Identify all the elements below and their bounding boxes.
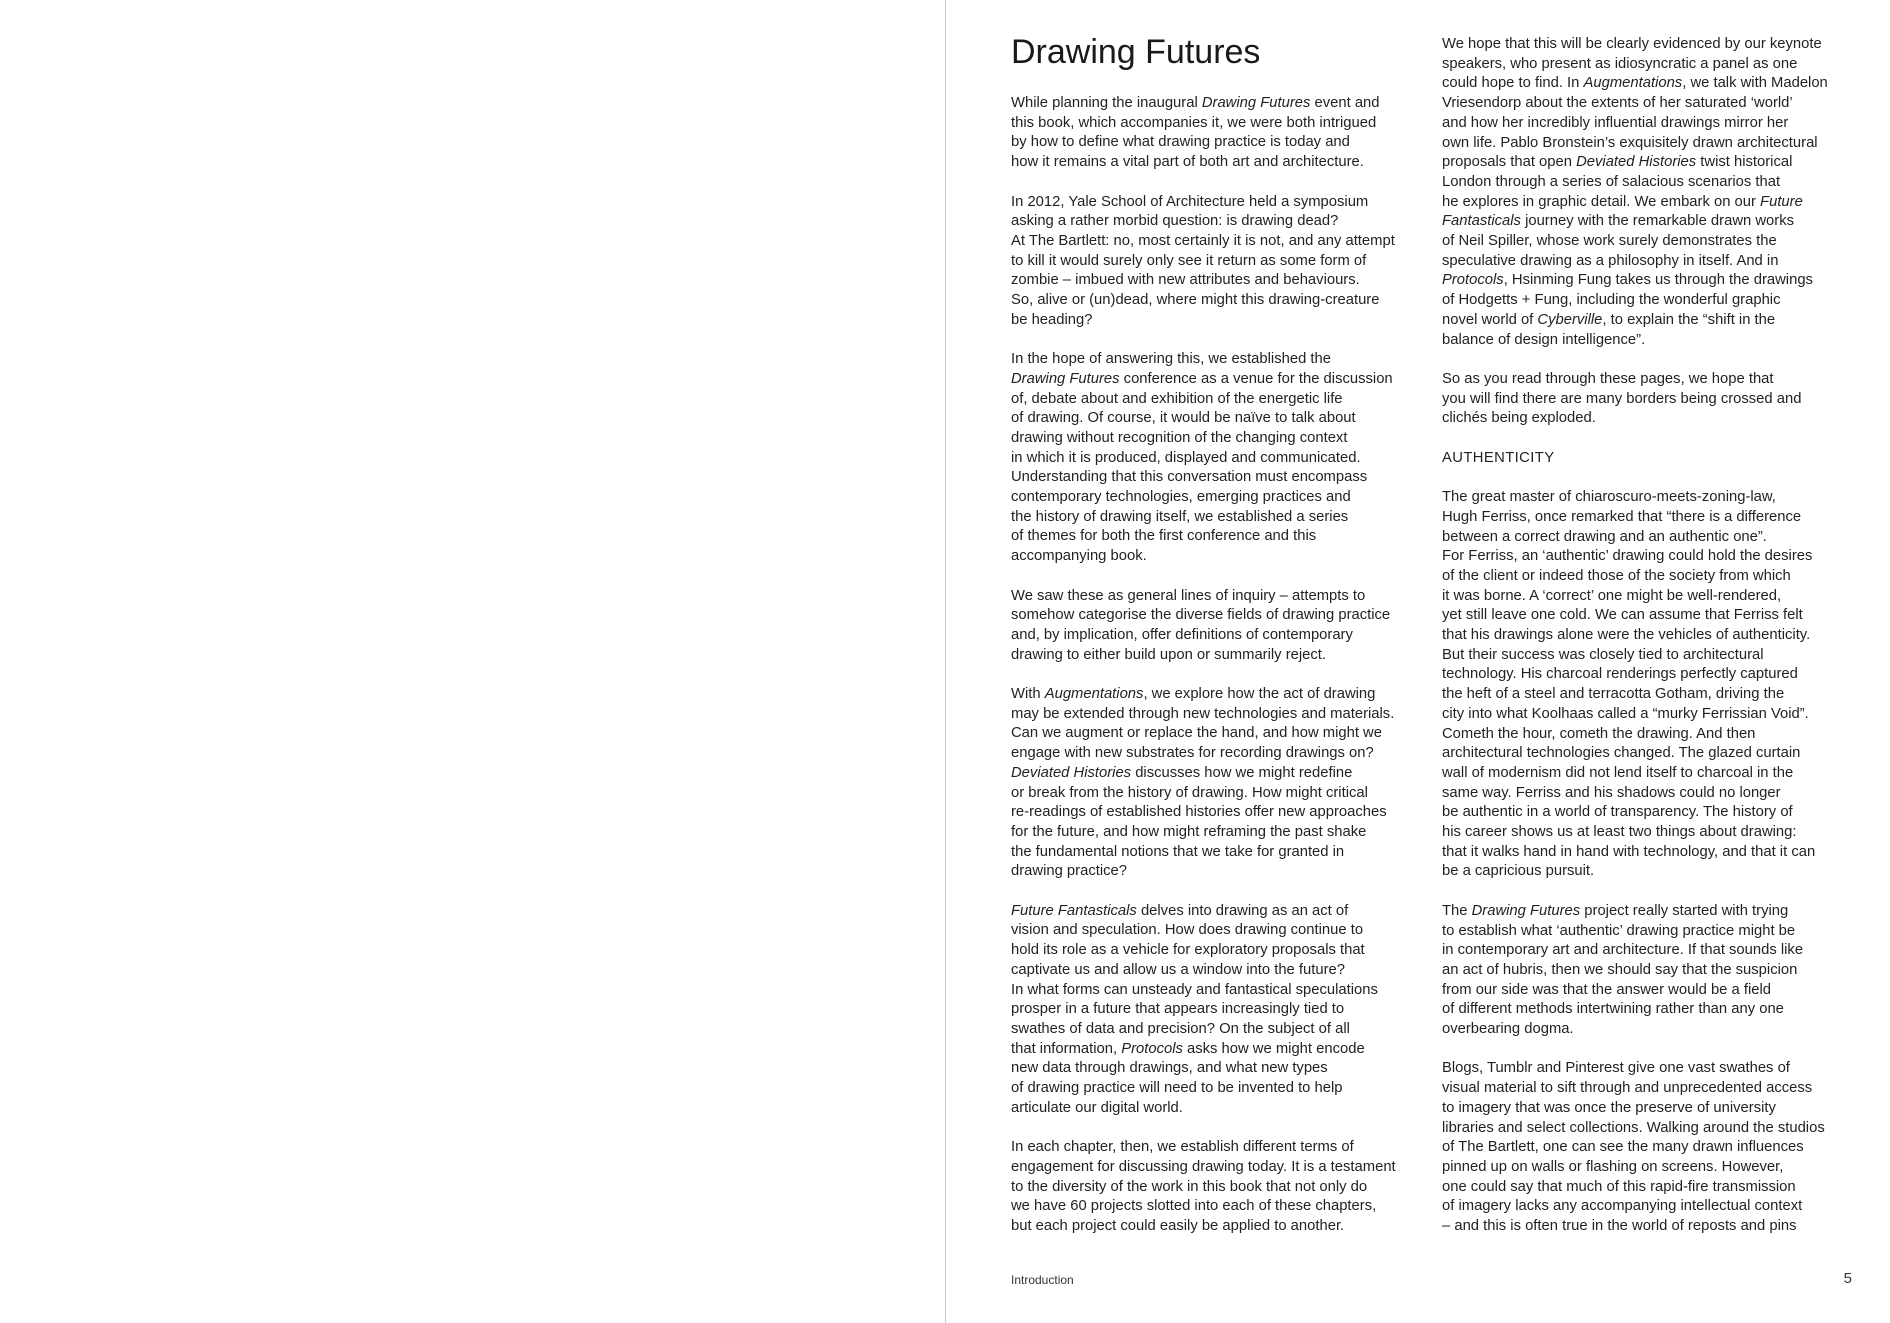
text-line: clichés being exploded. xyxy=(1442,410,1596,427)
section-heading xyxy=(1442,449,1852,469)
text-line: contemporary technologies, emerging practices and xyxy=(1011,489,1351,506)
text-line: in contemporary art and architecture. If that sounds like xyxy=(1442,942,1804,959)
text-line: you will find there are many borders being crossed and xyxy=(1442,390,1802,407)
text-line: new data through drawings, and what new types xyxy=(1011,1060,1328,1077)
text-line: own life. Pablo Bronstein’s exquisitely drawn architectural xyxy=(1442,134,1818,151)
text-line: swathes of data and precision? On the subject of all xyxy=(1011,1020,1350,1037)
text-line: and, by implication, offer definitions of contemporary xyxy=(1011,626,1353,643)
text-line: but each project could easily be applied to another. xyxy=(1011,1217,1345,1234)
text-line: While planning the inaugural Drawing Futures event and xyxy=(1011,95,1380,111)
text-line: of imagery lacks any accompanying intellectual context xyxy=(1442,1198,1803,1215)
text-line: may be extended through new technologies and materials. xyxy=(1011,705,1395,722)
text-line: We hope that this will be clearly evidenced by our keynote xyxy=(1442,36,1822,52)
text-line: London through a series of salacious scenarios that xyxy=(1442,173,1781,190)
text-line: the history of drawing itself, we established a series xyxy=(1011,508,1349,525)
text-line: his career shows us at least two things about drawing: xyxy=(1442,824,1797,841)
text-line: of different methods intertwining rather than any one xyxy=(1442,1001,1784,1018)
text-line: we have 60 projects slotted into each of these chapters, xyxy=(1011,1198,1377,1215)
text-line: to imagery that was once the preserve of university xyxy=(1442,1099,1776,1116)
text-line: Vriesendorp about the extents of her saturated ‘world’ xyxy=(1442,95,1793,112)
text-line: of the client or indeed those of the society from which xyxy=(1442,567,1791,584)
text-line: zombie – imbued with new attributes and behaviours. xyxy=(1011,272,1360,289)
text-line: in which it is produced, displayed and communicated. xyxy=(1011,449,1361,466)
text-line: AUTHENTICITY xyxy=(1442,449,1555,466)
paragraph xyxy=(1442,35,1852,350)
text-column-right xyxy=(1442,35,1852,1237)
paragraph xyxy=(1442,488,1852,882)
text-line: balance of design intelligence”. xyxy=(1442,331,1646,348)
text-line: that it walks hand in hand with technology, and that it can xyxy=(1442,843,1816,860)
text-column-left xyxy=(1011,94,1431,1237)
text-line: Can we augment or replace the hand, and how might we xyxy=(1011,725,1382,742)
text-line: how it remains a vital part of both art and architecture. xyxy=(1011,154,1364,171)
text-line: an act of hubris, then we should say that the suspicion xyxy=(1442,961,1798,978)
text-line: prosper in a future that appears increasingly tied to xyxy=(1011,1001,1345,1018)
paragraph xyxy=(1442,370,1852,429)
page-title: Drawing Futures xyxy=(1011,33,1261,71)
text-line: of The Bartlett, one can see the many drawn influences xyxy=(1442,1139,1804,1156)
text-line: he explores in graphic detail. We embark on our Future xyxy=(1442,193,1803,210)
text-line: between a correct drawing and an authentic one”. xyxy=(1442,528,1767,545)
text-line: to the diversity of the work in this book that not only do xyxy=(1011,1178,1368,1195)
text-line: So, alive or (un)dead, where might this drawing-creature xyxy=(1011,292,1380,309)
text-line: of drawing practice will need to be invented to help xyxy=(1011,1080,1343,1097)
text-line: could hope to find. In Augmentations, we talk with Madelon xyxy=(1442,75,1828,92)
running-footer-section: Introduction xyxy=(1011,1273,1074,1287)
paragraph xyxy=(1011,587,1431,666)
text-line: We saw these as general lines of inquiry – attempts to xyxy=(1011,587,1366,604)
text-line: this book, which accompanies it, we were both intrigued xyxy=(1011,114,1377,131)
text-line: Hugh Ferriss, once remarked that “there is a difference xyxy=(1442,508,1802,525)
text-line: one could say that much of this rapid-fire transmission xyxy=(1442,1178,1796,1195)
text-line: novel world of Cyberville, to explain the “shift in the xyxy=(1442,311,1776,328)
page-number: 5 xyxy=(1843,1270,1852,1287)
paragraph xyxy=(1011,902,1431,1119)
text-line: by how to define what drawing practice is today and xyxy=(1011,134,1350,151)
text-line: it was borne. A ‘correct’ one might be well-rendered, xyxy=(1442,587,1782,604)
text-line: captivate us and allow us a window into the future? xyxy=(1011,961,1345,978)
text-line: drawing to either build upon or summarily reject. xyxy=(1011,646,1326,663)
text-line: for the future, and how might reframing the past shake xyxy=(1011,823,1367,840)
text-line: visual material to sift through and unprecedented access xyxy=(1442,1080,1813,1097)
paragraph xyxy=(1011,685,1431,882)
text-line: yet still leave one cold. We can assume that Ferriss felt xyxy=(1442,607,1803,624)
text-line: hold its role as a vehicle for exploratory proposals that xyxy=(1011,942,1365,959)
text-line: of drawing. Of course, it would be naïve to talk about xyxy=(1011,410,1356,427)
text-line: Blogs, Tumblr and Pinterest give one vast swathes of xyxy=(1442,1060,1790,1077)
text-line: wall of modernism did not lend itself to charcoal in the xyxy=(1442,764,1794,781)
paragraph xyxy=(1442,902,1852,1040)
text-line: technology. His charcoal renderings perfectly captured xyxy=(1442,666,1798,683)
text-line: proposals that open Deviated Histories twist historical xyxy=(1442,154,1793,171)
text-line: Deviated Histories discusses how we might redefine xyxy=(1011,764,1353,781)
text-line: libraries and select collections. Walking around the studios xyxy=(1442,1119,1825,1136)
text-line: Protocols, Hsinming Fung takes us through the drawings xyxy=(1442,272,1813,289)
paragraph xyxy=(1442,1059,1852,1236)
text-line: same way. Ferriss and his shadows could no longer xyxy=(1442,784,1781,801)
text-line: from our side was that the answer would be a field xyxy=(1442,981,1771,998)
text-line: be authentic in a world of transparency. The history of xyxy=(1442,804,1793,821)
paragraph xyxy=(1011,350,1431,567)
text-line: somehow categorise the diverse fields of drawing practice xyxy=(1011,607,1391,624)
text-line: be a capricious pursuit. xyxy=(1442,863,1595,880)
text-line: of Neil Spiller, whose work surely demonstrates the xyxy=(1442,233,1777,250)
text-line: With Augmentations, we explore how the act of drawing xyxy=(1011,686,1376,703)
paragraph xyxy=(1011,193,1431,331)
paragraph xyxy=(1011,1138,1431,1237)
text-line: pinned up on walls or flashing on screens. However, xyxy=(1442,1159,1784,1175)
text-line: asking a rather morbid question: is drawing dead? xyxy=(1011,213,1339,230)
text-line: For Ferriss, an ‘authentic’ drawing could hold the desires xyxy=(1442,548,1813,565)
text-line: of, debate about and exhibition of the energetic life xyxy=(1011,390,1343,407)
text-line: So as you read through these pages, we hope that xyxy=(1442,370,1774,387)
text-line: The great master of chiaroscuro-meets-zoning-law, xyxy=(1442,489,1776,506)
text-line: Cometh the hour, cometh the drawing. And then xyxy=(1442,725,1756,742)
text-line: At The Bartlett: no, most certainly it is not, and any attempt xyxy=(1011,232,1395,249)
text-line: In what forms can unsteady and fantastical speculations xyxy=(1011,981,1378,998)
text-line: to kill it would surely only see it return as some form of xyxy=(1011,252,1367,269)
text-line: or break from the history of drawing. How might critical xyxy=(1011,784,1368,801)
text-line: Fantasticals journey with the remarkable drawn works xyxy=(1442,213,1794,230)
text-line: re-readings of established histories offer new approaches xyxy=(1011,804,1387,821)
text-line: Future Fantasticals delves into drawing as an act of xyxy=(1011,902,1349,919)
text-line: accompanying book. xyxy=(1011,548,1147,565)
text-line: of Hodgetts + Fung, including the wonderful graphic xyxy=(1442,292,1781,309)
text-line: the heft of a steel and terracotta Gotham, driving the xyxy=(1442,686,1785,703)
paragraph xyxy=(1011,94,1431,173)
text-line: and how her incredibly influential drawings mirror her xyxy=(1442,114,1789,131)
text-line: that information, Protocols asks how we might encode xyxy=(1011,1040,1365,1057)
text-line: engage with new substrates for recording drawings on? xyxy=(1011,745,1374,762)
text-line: overbearing dogma. xyxy=(1442,1021,1574,1038)
text-line: In each chapter, then, we establish different terms of xyxy=(1011,1139,1354,1156)
text-line: speakers, who present as idiosyncratic a panel as one xyxy=(1442,55,1798,72)
text-line: The Drawing Futures project really started with trying xyxy=(1442,902,1789,919)
text-line: In 2012, Yale School of Architecture held a symposium xyxy=(1011,193,1369,210)
text-line: be heading? xyxy=(1011,311,1093,328)
text-line: But their success was closely tied to architectural xyxy=(1442,646,1764,663)
text-line: – and this is often true in the world of reposts and pins xyxy=(1442,1218,1797,1235)
text-line: the fundamental notions that we take for granted in xyxy=(1011,843,1345,860)
text-line: architectural technologies changed. The glazed curtain xyxy=(1442,745,1801,762)
text-line: drawing practice? xyxy=(1011,863,1127,880)
text-line: In the hope of answering this, we established the xyxy=(1011,351,1331,368)
text-line: that his drawings alone were the vehicles of authenticity. xyxy=(1442,627,1811,644)
text-line: articulate our digital world. xyxy=(1011,1099,1183,1116)
text-line: Drawing Futures conference as a venue for the discussion xyxy=(1011,370,1393,387)
text-line: city into what Koolhaas called a “murky Ferrissian Void”. xyxy=(1442,705,1809,722)
text-line: Understanding that this conversation must encompass xyxy=(1011,469,1368,486)
text-line: vision and speculation. How does drawing continue to xyxy=(1011,922,1364,939)
text-line: speculative drawing as a philosophy in itself. And in xyxy=(1442,252,1779,269)
text-line: to establish what ‘authentic’ drawing practice might be xyxy=(1442,922,1796,939)
text-line: engagement for discussing drawing today. It is a testament xyxy=(1011,1158,1396,1175)
text-line: of themes for both the first conference and this xyxy=(1011,528,1317,545)
text-line: drawing without recognition of the changing context xyxy=(1011,429,1348,446)
